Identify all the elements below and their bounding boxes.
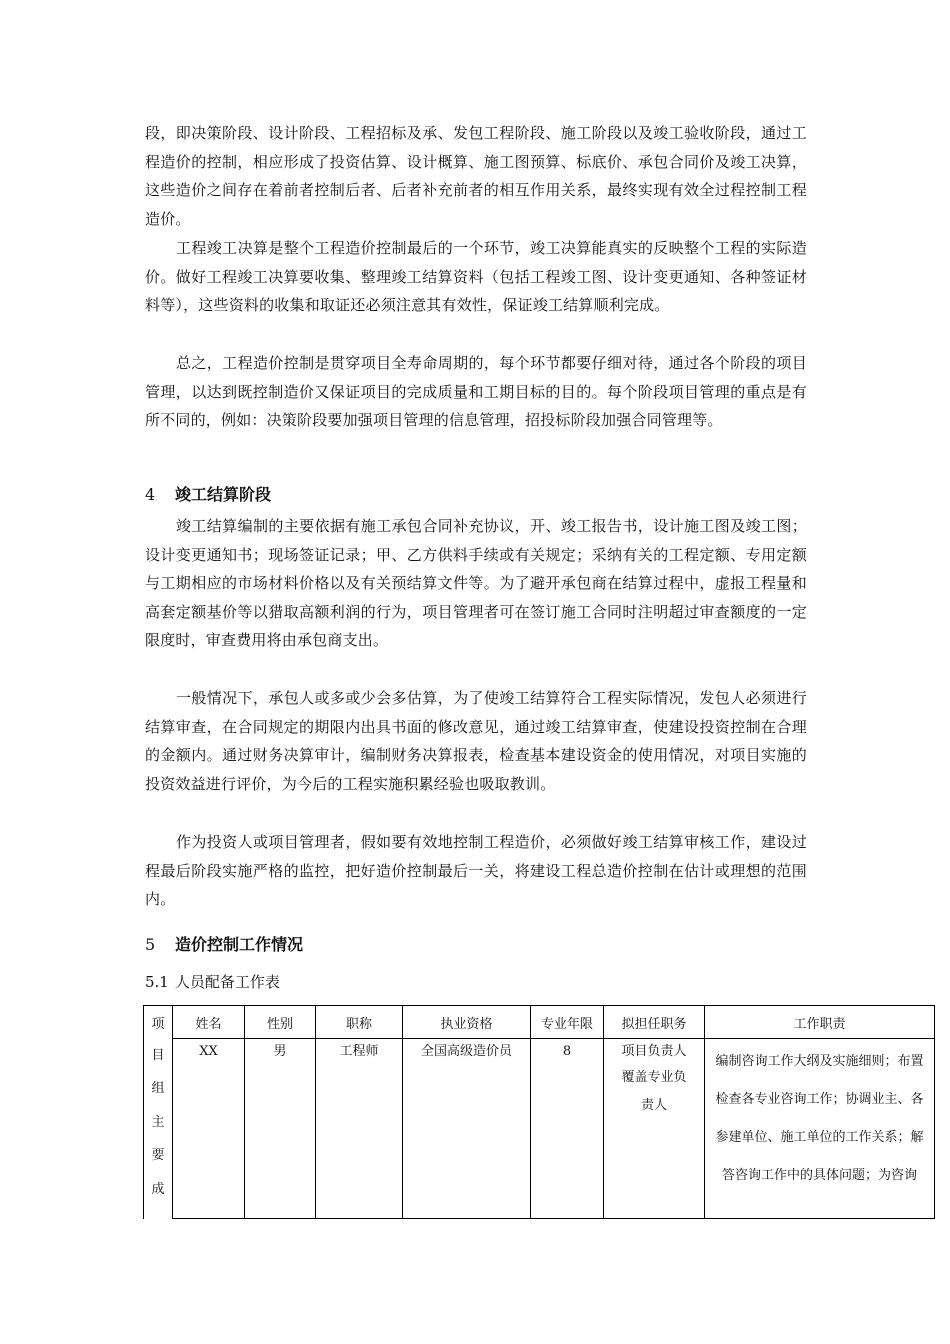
group-char: 成 [151,1181,165,1197]
section-4-title: 竣工结算阶段 [175,485,272,504]
subsection-number: 5.1 [145,973,169,991]
header-title: 职称 [316,1006,403,1039]
section-5-heading [145,932,303,955]
header-years: 专业年限 [531,1006,604,1039]
section-4-heading [145,482,271,505]
header-duties: 工作职责 [705,1006,935,1039]
section-4-paragraph-2: 一般情况下，承包人或多或少会多估算，为了使竣工结算符合工程实际情况，发包人必须进行结算审查，在合同规定的期限内出具书面的修改意见，通过竣工结算审查，使建设投资控制在合理的金额内。通过财务决算审计，编制财务决算报表，检查基本建设资金的使用情况，对项目实施的投资效益进行评价，为今后的工程实施积累经验也吸取教训。 [145,689,807,793]
header-gender: 性别 [245,1006,316,1039]
group-char: 组 [151,1081,165,1096]
header-name: 姓名 [173,1006,245,1039]
paragraph-1: 段，即决策阶段、设计阶段、工程招标及承、发包工程阶段、施工阶段以及竣工验收阶段，通过工程造价的控制，相应形成了投资估算、设计概算、施工图预算、标底价、承包合同价及竣工决算，这些造价之间存在着前者控制后者、后者补充前者的相互作用关系，最终实现有效全过程控制工程造价。 [145,124,807,228]
subsection-title: 人员配备工作表 [174,973,280,991]
staff-table [143,1005,935,1219]
paragraph-2: 工程竣工决算是整个工程造价控制最后的一个环节，竣工决算能真实的反映整个工程的实际造价。做好工程竣工决算要收集、整理竣工结算资料（包括工程竣工图、设计变更通知、各种签证材料等），这些资料的收集和取证还必须注意其有效性，保证竣工结算顺利完成。 [145,239,807,315]
role-line-3: 责人 [640,1098,667,1113]
section-4-number: 4 [145,485,156,504]
subsection-5-1-heading [145,971,280,992]
cell-name: XX [173,1039,245,1219]
header-role: 拟担任职务 [604,1006,705,1039]
section-4-paragraph-1: 竣工结算编制的主要依据有施工承包合同补充协议，开、竣工报告书，设计施工图及竣工图；设计变更通知书；现场签证记录；甲、乙方供料手续或有关规定；采纳有关的工程定额、专用定额与工期相应的市场材料价格以及有关预结算文件等。为了避开承包商在结算过程中，虚报工程量和高套定额基价等以猎取高额利润的行为，项目管理者可在签订施工合同时注明超过审查额度的一定限度时，审查费用将由承包商支出。 [145,517,807,650]
role-line-2: 覆盖专业负 [621,1070,687,1085]
group-label [144,1039,173,1219]
cell-duties: 编制咨询工作大纲及实施细则；布置检查各专业咨询工作；协调业主、各参建单位、施工单位的工作关系；解答咨询工作中的具体问题；为咨询 [705,1039,935,1219]
group-char: 主 [151,1114,165,1130]
paragraph-3: 总之，工程造价控制是贯穿项目全寿命周期的，每个环节都要仔细对待，通过各个阶段的项目管理，以达到既控制造价又保证项目的完成质量和工期目标的目的。每个阶段项目管理的重点是有所不同的，例如：决策阶段要加强项目管理的信息管理，招投标阶段加强合同管理等。 [145,354,807,430]
group-char: 目 [151,1047,165,1063]
table-row [144,1039,935,1219]
cell-years: 8 [531,1039,604,1219]
cell-role [604,1039,705,1219]
section-5-number: 5 [145,935,156,954]
role-line-1: 项目负责人 [621,1044,687,1059]
group-char: 要 [151,1148,165,1163]
cell-title: 工程师 [316,1039,403,1219]
cell-qualification: 全国高级造价员 [403,1039,531,1219]
cell-gender: 男 [245,1039,316,1219]
header-qualification: 执业资格 [403,1006,531,1039]
section-4-paragraph-3: 作为投资人或项目管理者，假如要有效地控制工程造价，必须做好竣工结算审核工作，建设过程最后阶段实施严格的监控，把好造价控制最后一关，将建设工程总造价控制在估计或理想的范围内。 [145,833,807,909]
section-5-title: 造价控制工作情况 [175,935,304,954]
header-group: 项 [144,1006,173,1039]
table-header-row [144,1006,935,1039]
